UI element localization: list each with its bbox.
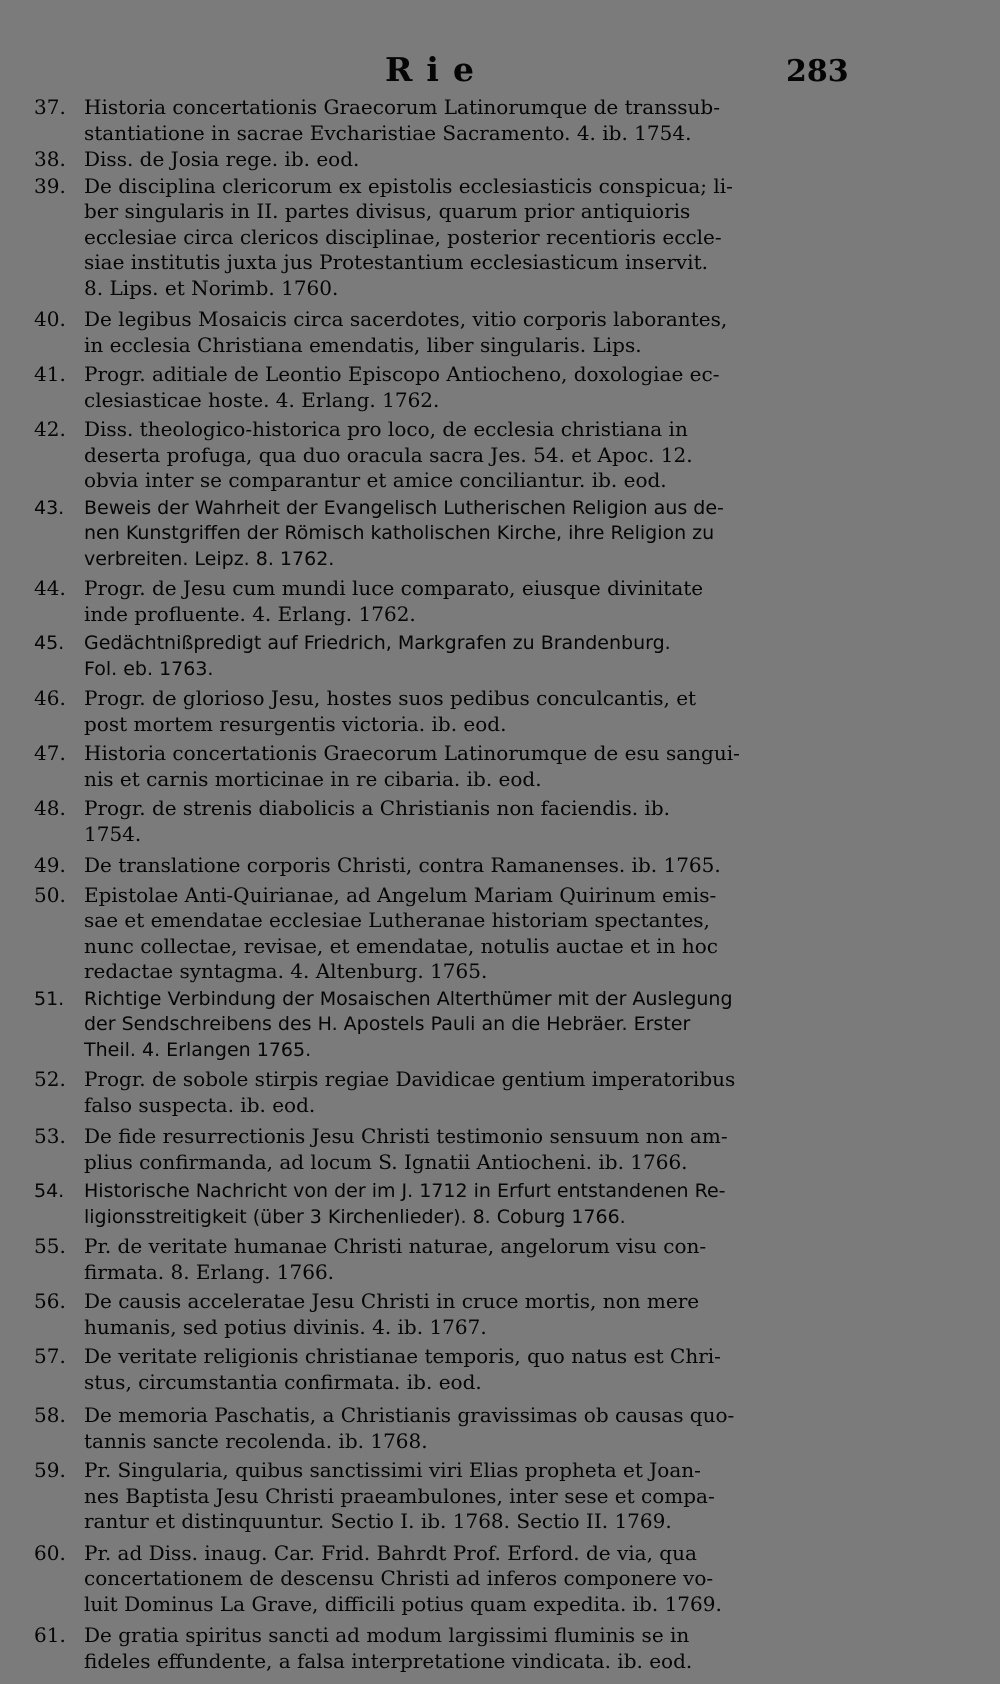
entry-number: 47. (34, 741, 66, 765)
entry-line: in ecclesia Christiana emendatis, liber singularis. Lips. (84, 332, 642, 357)
entry-line: Richtige Verbindung der Mosaischen Alterthümer mit der Auslegung (84, 987, 733, 1010)
bibliography-entry (34, 1403, 854, 1454)
entry-line: Progr. aditiale de Leontio Episcopo Antiocheno, doxologiae ec- (84, 362, 720, 386)
bibliography-entry (34, 1234, 854, 1285)
entry-line: tannis sancte recolenda. ib. 1768. (84, 1428, 428, 1453)
entry-number: 45. (34, 632, 65, 654)
entry-line: nes Baptista Jesu Christi praeambulones, inter sese et compa- (84, 1483, 715, 1508)
entry-line: luit Dominus La Grave, difficili potius quam expedita. ib. 1769. (84, 1591, 722, 1616)
entry-number: 46. (34, 686, 66, 710)
entry-number: 54. (34, 1180, 65, 1202)
entry-line: De disciplina clericorum ex epistolis ecclesiasticis conspicua; li- (84, 173, 733, 198)
entry-number: 42. (34, 417, 66, 441)
entry-line: stantiatione in sacrae Evcharistiae Sacramento. 4. ib. 1754. (84, 120, 692, 145)
entry-line: nen Kunstgriffen der Römisch katholischen Kirche, ihre Religion zu (84, 522, 715, 544)
entry-number: 43. (34, 496, 65, 519)
entry-number: 59. (34, 1458, 66, 1482)
entry-line: Pr. Singularia, quibus sanctissimi viri Elias propheta et Joan- (84, 1458, 701, 1482)
entry-line: Progr. de sobole stirpis regiae Davidicae gentium imperatoribus (84, 1067, 736, 1091)
entry-line: De legibus Mosaicis circa sacerdotes, vitio corporis laborantes, (84, 307, 728, 331)
entry-line: humanis, sed potius divinis. 4. ib. 1767. (84, 1314, 487, 1339)
entry-line: De translatione corporis Christi, contra Ramanenses. ib. 1765. (84, 853, 721, 877)
entry-line: fideles effundente, a falsa interpretatione vindicata. ib. eod. (84, 1648, 693, 1673)
entry-line: Historische Nachricht von der im J. 1712 in Erfurt entstandenen Re- (84, 1180, 726, 1202)
bibliography-entry (34, 686, 854, 737)
entry-line: nunc collectae, revisae, et emendatae, notulis auctae et in hoc (84, 933, 719, 958)
bibliography-entry (34, 853, 854, 879)
entry-number: 44. (34, 576, 66, 600)
bibliography-entry (34, 307, 854, 358)
entry-number: 53. (34, 1124, 66, 1148)
entry-number: 55. (34, 1234, 66, 1258)
entry-line: plius confirmanda, ad locum S. Ignatii Antiocheni. ib. 1766. (84, 1149, 688, 1174)
entry-line: Pr. ad Diss. inaug. Car. Frid. Bahrdt Prof. Erford. de via, qua (84, 1540, 697, 1565)
entry-line: De causis acceleratae Jesu Christi in cruce mortis, non mere (84, 1289, 700, 1313)
bibliography-list (34, 95, 854, 1675)
bibliography-entry (34, 1344, 854, 1395)
entry-line: 1754. (84, 821, 142, 846)
entry-line: Historia concertationis Graecorum Latinorumque de transsub- (84, 95, 720, 119)
entry-line: verbreiten. Leipz. 8. 1762. (84, 547, 335, 570)
entry-number: 37. (34, 95, 66, 119)
bibliography-entry (34, 576, 854, 627)
entry-line: Diss. de Josia rege. ib. eod. (84, 147, 360, 171)
bibliography-entry (34, 796, 854, 847)
entry-line: Progr. de Jesu cum mundi luce comparato, eiusque divinitate (84, 576, 704, 600)
entry-number: 51. (34, 987, 65, 1010)
entry-line: deserta profuga, qua duo oracula sacra Jes. 54. et Apoc. 12. (84, 442, 693, 467)
entry-number: 49. (34, 853, 66, 877)
bibliography-entry (34, 362, 854, 413)
entry-line: falso suspecta. ib. eod. (84, 1092, 316, 1117)
bibliography-entry (34, 1458, 854, 1535)
entry-line: De gratia spiritus sancti ad modum largissimi fluminis se in (84, 1623, 690, 1647)
bibliography-entry (34, 741, 854, 792)
entry-line: inde profluente. 4. Erlang. 1762. (84, 601, 416, 626)
bibliography-entry (34, 1289, 854, 1340)
entry-line: concertationem de descensu Christi ad inferos componere vo- (84, 1566, 714, 1590)
page-number: 283 (786, 54, 849, 89)
bibliography-entry (34, 987, 854, 1064)
entry-number: 40. (34, 307, 66, 331)
entry-line: redactae syntagma. 4. Altenburg. 1765. (84, 959, 488, 983)
running-head: Rie (385, 50, 488, 89)
entry-line: Progr. de glorioso Jesu, hostes suos pedibus conculcantis, et (84, 686, 697, 710)
entry-number: 56. (34, 1289, 66, 1313)
entry-line: De veritate religionis christianae temporis, quo natus est Chri- (84, 1344, 721, 1368)
bibliography-entry (34, 496, 854, 573)
entry-line: firmata. 8. Erlang. 1766. (84, 1259, 335, 1284)
entry-number: 61. (34, 1623, 66, 1647)
entry-line: stus, circumstantia confirmata. ib. eod. (84, 1369, 482, 1394)
entry-number: 48. (34, 796, 66, 820)
entry-line: ecclesiae circa clericos disciplinae, posterior recentioris eccle- (84, 224, 722, 249)
entry-line: Progr. de strenis diabolicis a Christianis non faciendis. ib. (84, 796, 670, 820)
bibliography-entry (34, 1541, 854, 1618)
bibliography-entry (34, 631, 854, 682)
entry-number: 57. (34, 1344, 66, 1368)
bibliography-entry (34, 1623, 854, 1674)
entry-line: 8. Lips. et Norimb. 1760. (84, 275, 339, 300)
entry-line: ber singularis in II. partes divisus, quarum prior antiquioris (84, 199, 691, 223)
entry-line: obvia inter se comparantur et amice conciliantur. ib. eod. (84, 468, 667, 492)
bibliography-entry (34, 174, 854, 302)
entry-number: 60. (34, 1540, 66, 1565)
bibliography-entry (34, 95, 854, 146)
entry-number: 50. (34, 882, 66, 907)
bibliography-entry (34, 147, 854, 173)
entry-number: 39. (34, 173, 66, 198)
entry-line: siae institutis juxta jus Protestantium ecclesiasticum inservit. (84, 250, 708, 274)
entry-line: ligionsstreitigkeit (über 3 Kirchenlieder). 8. Coburg 1766. (84, 1205, 626, 1228)
bibliography-entry (34, 883, 854, 985)
entry-line: Pr. de veritate humanae Christi naturae, angelorum visu con- (84, 1234, 707, 1258)
entry-line: Diss. theologico-historica pro loco, de ecclesia christiana in (84, 417, 688, 441)
entry-line: sae et emendatae ecclesiae Lutheranae historiam spectantes, (84, 908, 710, 932)
entry-number: 41. (34, 362, 66, 386)
entry-number: 58. (34, 1403, 66, 1427)
entry-line: Beweis der Wahrheit der Evangelisch Lutherischen Religion aus de- (84, 496, 724, 519)
entry-line: Theil. 4. Erlangen 1765. (84, 1038, 312, 1061)
entry-line: De fide resurrectionis Jesu Christi testimonio sensuum non am- (84, 1124, 728, 1148)
entry-line: Historia concertationis Graecorum Latinorumque de esu sangui- (84, 741, 740, 765)
entry-line: nis et carnis morticinae in re cibaria. ib. eod. (84, 766, 542, 791)
entry-line: der Sendschreibens des H. Apostels Pauli an die Hebräer. Erster (84, 1013, 691, 1035)
entry-line: rantur et distinquuntur. Sectio I. ib. 1768. Sectio II. 1769. (84, 1509, 672, 1533)
entry-line: Epistolae Anti-Quirianae, ad Angelum Mariam Quirinum emis- (84, 882, 717, 907)
entry-line: post mortem resurgentis victoria. ib. eod. (84, 711, 507, 736)
entry-line: clesiasticae hoste. 4. Erlang. 1762. (84, 387, 440, 412)
entry-number: 52. (34, 1067, 66, 1091)
bibliography-entry (34, 417, 854, 494)
bibliography-entry (34, 1067, 854, 1118)
bibliography-entry (34, 1179, 854, 1230)
entry-number: 38. (34, 147, 66, 171)
entry-line: Gedächtnißpredigt auf Friedrich, Markgrafen zu Brandenburg. (84, 632, 671, 654)
entry-line: De memoria Paschatis, a Christianis gravissimas ob causas quo- (84, 1403, 735, 1427)
bibliography-entry (34, 1124, 854, 1175)
entry-line: Fol. eb. 1763. (84, 657, 214, 680)
